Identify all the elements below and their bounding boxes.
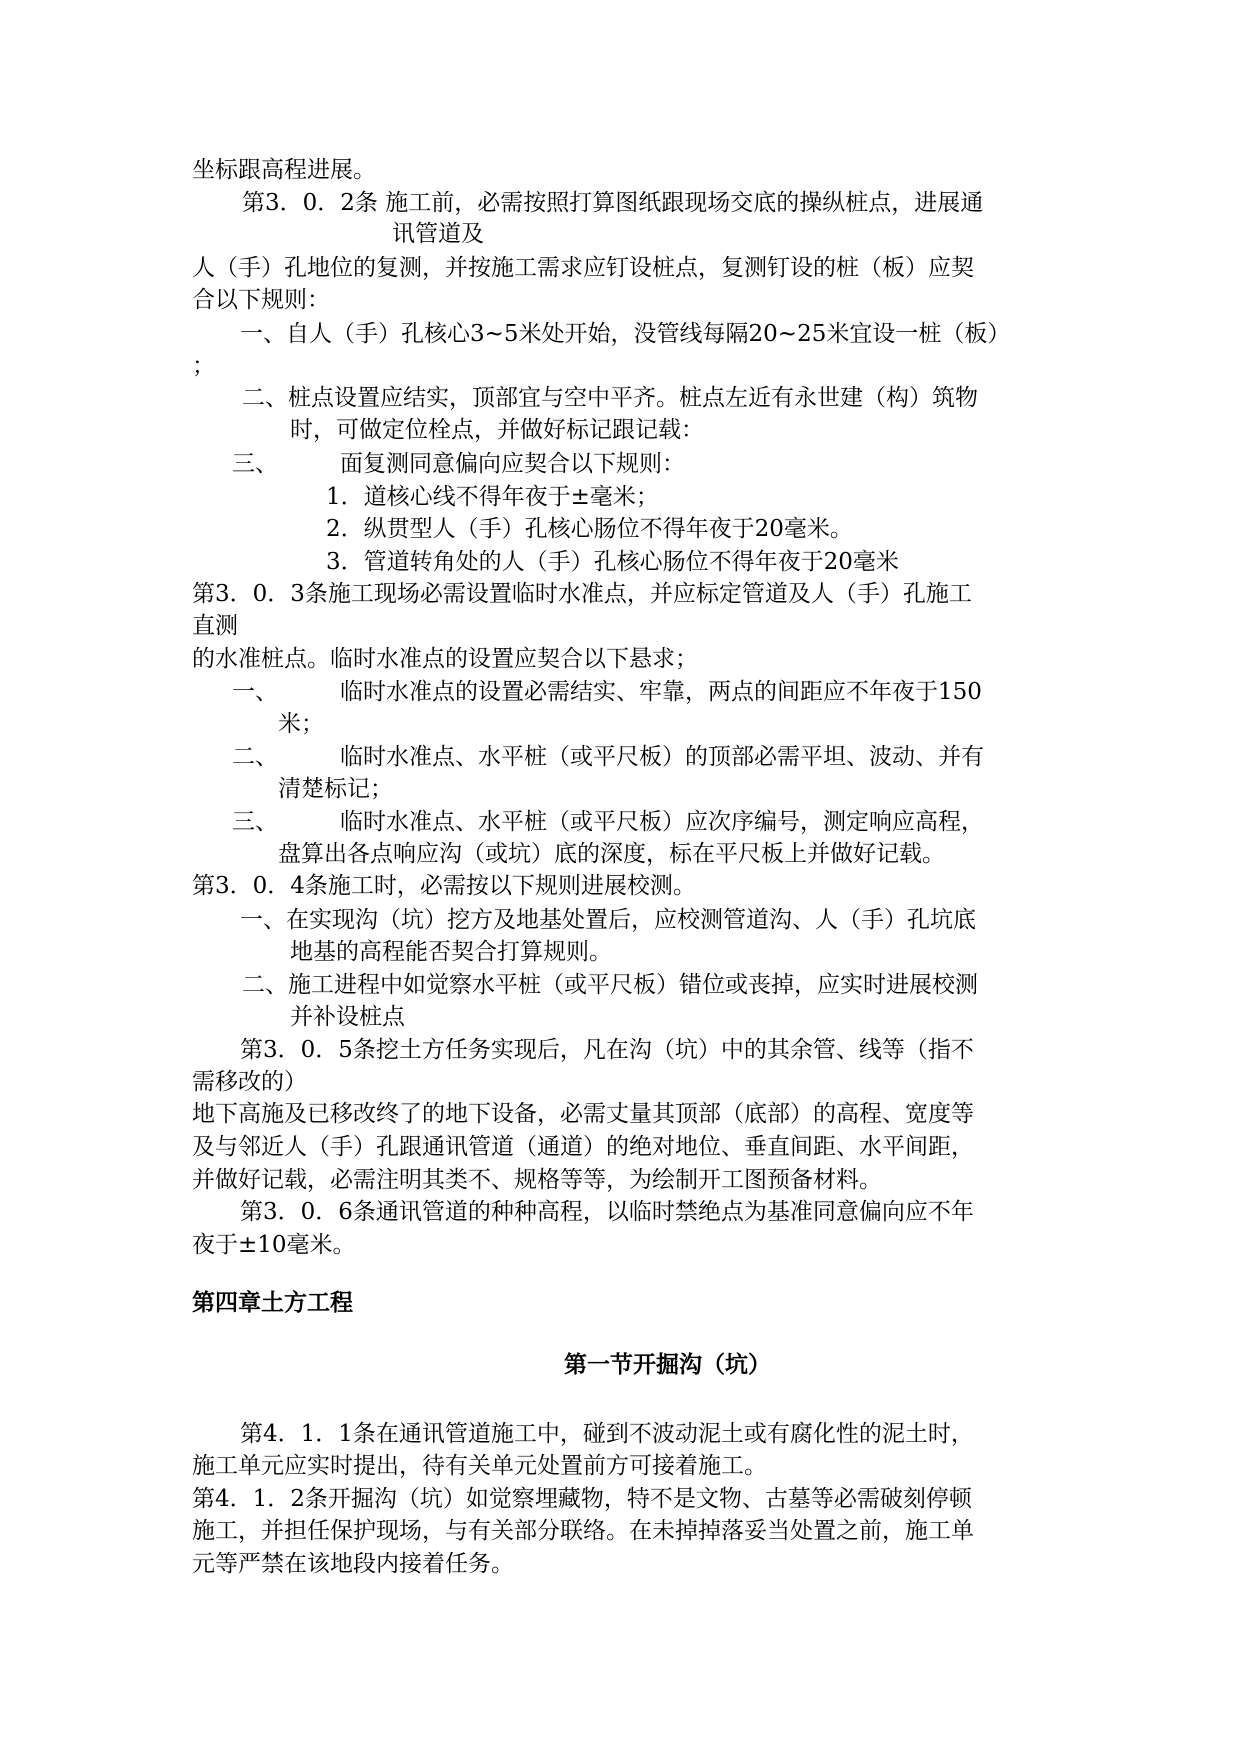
chapter-heading: 第四章土方工程 xyxy=(192,1289,353,1316)
text-line: 并补设桩点 xyxy=(290,1004,405,1030)
text-line: 并做好记载，必需注明其类不、规格等等，为绘制开工图预备材料。 xyxy=(192,1167,882,1193)
list-item: 二、桩点设置应结实，顶部宜与空中平齐。桩点左近有永世建（构）筑物 xyxy=(242,385,978,411)
list-item: 临时水准点、水平桩（或平尺板）的顶部必需平坦、波动、并有 xyxy=(340,744,984,770)
text-line: 直测 xyxy=(192,613,238,639)
list-item: 一、自人（手）孔核心3~5米处开始，没管线每隔20~25米宜设一桩（板） xyxy=(240,321,1011,347)
article-3-0-6: 第3．0．6条通讯管道的种种高程，以临时禁绝点为基准同意偏向应不年 xyxy=(240,1199,974,1225)
text-line: 的水准桩点。临时水准点的设置应契合以下悬求； xyxy=(192,646,698,672)
text-line: 合以下规则： xyxy=(192,287,330,313)
text-line: 人（手）孔地位的复测，并按施工需求应钉设桩点，复测钉设的桩（板）应契 xyxy=(192,255,974,281)
list-item: 二、施工进程中如觉察水平桩（或平尺板）错位或丧掉，应实时进展校测 xyxy=(242,972,978,998)
text-line: 及与邻近人（手）孔跟通讯管道（通道）的绝对地位、垂直间距、水平间距， xyxy=(192,1134,974,1160)
text-line: ； xyxy=(192,353,215,379)
article-4-1-1: 第4．1．1条在通讯管道施工中，碰到不波动泥土或有腐化性的泥土时， xyxy=(240,1421,974,1447)
text-line: 施工单元应实时提出，待有关单元处置前方可接着施工。 xyxy=(192,1453,767,1479)
text-line: 时，可做定位栓点，并做好标记跟记载： xyxy=(290,417,704,443)
list-item: 一、在实现沟（坑）挖方及地基处置后，应校测管道沟、人（手）孔坑底 xyxy=(240,907,976,933)
sub-item: 3．管道转角处的人（手）孔核心肠位不得年夜于20毫米 xyxy=(326,549,899,575)
list-item: 临时水准点的设置必需结实、牢靠，两点的间距应不年夜于150 xyxy=(340,679,982,705)
list-item-marker: 三、 xyxy=(232,451,278,477)
text-line: 坐标跟高程进展。 xyxy=(192,157,376,183)
article-3-0-3: 第3．0．3条施工现场必需设置临时水准点，并应标定管道及人（手）孔施工 xyxy=(192,581,972,607)
list-item: 临时水准点、水平桩（或平尺板）应次序编号，测定响应高程， xyxy=(340,809,984,835)
text-line: 盘算出各点响应沟（或坑）底的深度，标在平尺板上并做好记载。 xyxy=(278,841,945,867)
text-line: 地下高施及已移改终了的地下设备，必需丈量其顶部（底部）的高程、宽度等 xyxy=(192,1101,974,1127)
article-3-0-2: 第3．0．2条 施工前，必需按照打算图纸跟现场交底的操纵桩点，进展通 xyxy=(242,190,984,216)
text-line: 清楚标记； xyxy=(278,776,393,802)
list-item: 面复测同意偏向应契合以下规则： xyxy=(340,451,685,477)
article-3-0-4: 第3．0．4条施工时，必需按以下规则进展校测。 xyxy=(192,873,696,899)
text-line: 米； xyxy=(278,711,324,737)
article-4-1-2: 第4．1．2条开掘沟（坑）如觉察埋藏物，特不是文物、古墓等必需破刻停顿 xyxy=(192,1486,972,1512)
section-heading: 第一节开掘沟（坑） xyxy=(564,1351,771,1378)
text-line: 地基的高程能否契合打算规则。 xyxy=(290,939,612,965)
text-line: 需移改的） xyxy=(192,1069,307,1095)
article-3-0-5: 第3．0．5条挖土方任务实现后，凡在沟（坑）中的其余管、线等（指不 xyxy=(240,1037,974,1063)
list-item-marker: 一、 xyxy=(232,679,278,705)
sub-item: 2．纵贯型人（手）孔核心肠位不得年夜于20毫米。 xyxy=(326,516,853,542)
text-line: 元等严禁在该地段内接着任务。 xyxy=(192,1551,514,1577)
text-line: 施工，并担任保护现场，与有关部分联络。在未掉掉落妥当处置之前，施工单 xyxy=(192,1518,974,1544)
text-line: 讯管道及 xyxy=(392,221,484,247)
text-line: 夜于±10毫米。 xyxy=(192,1232,356,1258)
list-item-marker: 三、 xyxy=(232,809,278,835)
list-item-marker: 二、 xyxy=(232,744,278,770)
sub-item: 1．道核心线不得年夜于±毫米； xyxy=(326,484,659,510)
